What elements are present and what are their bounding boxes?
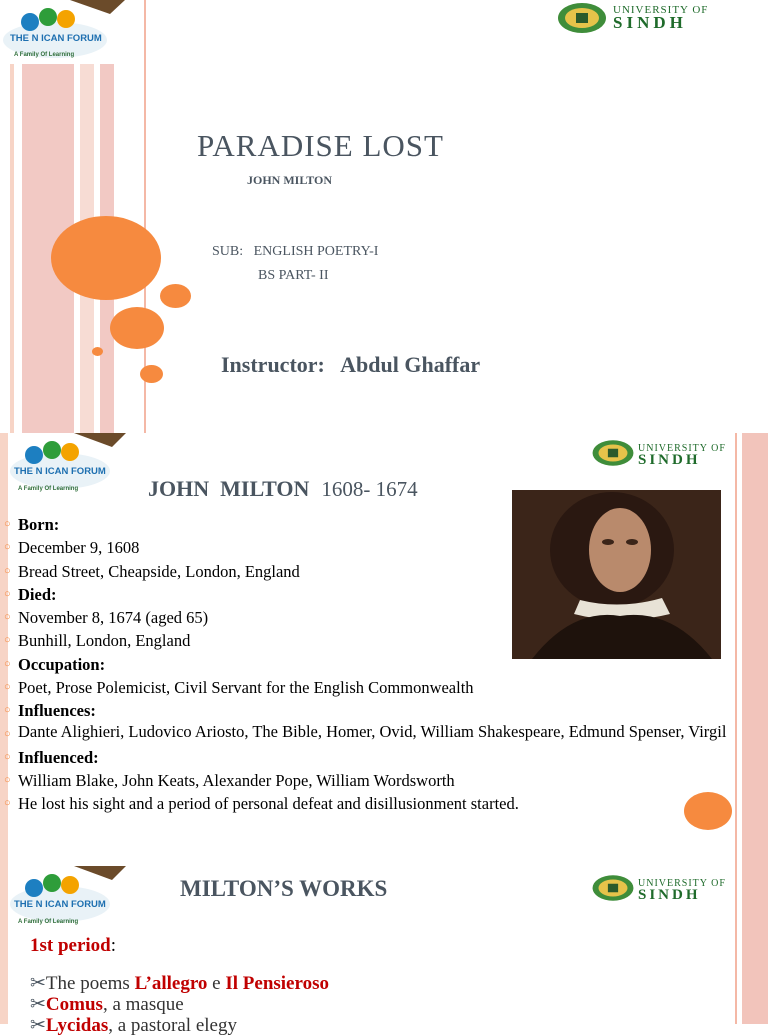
circle-bullet-icon: ○ [4, 564, 11, 577]
circle-bullet-icon: ○ [4, 518, 11, 530]
slide-3 [0, 866, 768, 1036]
slide1-title: PARADISE LOST [197, 128, 444, 163]
slide1-author: JOHN MILTON [247, 173, 333, 187]
period-colon: : [110, 935, 117, 956]
slide1-sub: SUB: ENGLISH POETRY-I [212, 244, 379, 259]
bullet-text: Bread Street, Cheapside, London, England [18, 561, 300, 581]
logo-tagline: A Family Of Learning [18, 486, 79, 492]
logo-tagline: A Family Of Learning [14, 52, 75, 58]
works-item [30, 1016, 237, 1035]
works-item [30, 974, 329, 993]
scissors-icon: ✂ [30, 1015, 46, 1036]
university-logo [555, 0, 755, 36]
bullet-label: Influences: [18, 701, 96, 721]
circle-bullet-icon: ○ [4, 704, 11, 717]
slide2-title-name: JOHN MILTON [148, 476, 310, 501]
decor-stripe [0, 866, 8, 1024]
bullet-text: December 9, 1608 [18, 538, 140, 558]
instructor-name: Abdul Ghaffar [340, 352, 481, 377]
bullet-label: Occupation: [18, 654, 106, 674]
circle-bullet-icon: ○ [4, 681, 11, 694]
logo-name: THE N ICAN FORUM [14, 466, 106, 477]
decor-circle [140, 365, 163, 383]
item2-a: Comus [45, 994, 103, 1015]
university-line2: SINDH [638, 452, 701, 468]
university-line1: UNIVERSITY OF [613, 4, 709, 16]
item1-mid: e [207, 973, 226, 994]
circle-bullet-icon: ○ [4, 541, 11, 554]
university-line2: SINDH [638, 887, 701, 903]
item1-a: L’allegro [134, 973, 208, 994]
circle-bullet-icon: ○ [4, 773, 11, 786]
circle-bullet-icon: ○ [4, 634, 11, 647]
logo-name: THE N ICAN FORUM [14, 899, 106, 910]
decor-circle [160, 284, 191, 308]
slide2-bullets [4, 513, 744, 816]
bullet-text: Bunhill, London, England [18, 631, 191, 651]
item2-rest: , a masque [102, 994, 184, 1015]
circle-bullet-icon: ○ [4, 611, 11, 624]
period-label: 1st period [30, 935, 111, 956]
decor-circle [684, 792, 732, 830]
bullet-item [4, 699, 744, 722]
bullet-text: Dante Alighieri, Ludovico Ariosto, The Bible, Homer, Ovid, William Shakespeare, Edmund Spenser, Virgil [18, 721, 727, 741]
decor-circle [51, 216, 161, 300]
decor-stripe [742, 866, 768, 1024]
logo-name: THE N ICAN FORUM [10, 33, 102, 44]
bullet-text: William Blake, John Keats, Alexander Pope, William Wordsworth [18, 770, 455, 790]
logo [8, 866, 126, 930]
logo [0, 0, 125, 64]
bullet-item [4, 676, 744, 699]
logo-tagline: A Family Of Learning [18, 919, 79, 925]
bullet-item [4, 769, 744, 792]
university-crest-icon [590, 435, 636, 471]
university-line2: SINDH [613, 13, 687, 32]
item1-pre: The poems [45, 973, 135, 994]
bullet-text: November 8, 1674 (aged 65) [18, 608, 209, 628]
decor-stripe [10, 0, 14, 433]
bullet-item [4, 513, 744, 536]
instructor-label: Instructor: [221, 352, 325, 377]
item3-rest: , a pastoral elegy [108, 1015, 237, 1036]
item1-b: Il Pensieroso [225, 973, 329, 994]
slide2-title-years: 1608- 1674 [321, 477, 418, 501]
circle-bullet-icon: ○ [4, 657, 11, 670]
bullet-item [4, 723, 744, 746]
circle-bullet-icon: ○ [4, 727, 11, 740]
bullet-item [4, 606, 744, 629]
bullet-label: Influenced: [18, 747, 99, 767]
decor-stripe [742, 433, 768, 866]
decor-circle [110, 307, 164, 349]
circle-bullet-icon: ○ [4, 797, 11, 810]
item3-a: Lycidas [45, 1015, 109, 1036]
slide3-title: MILTON’S WORKS [180, 876, 388, 901]
instructor [221, 352, 480, 378]
works-item [30, 995, 184, 1014]
university-logo [590, 870, 740, 906]
bullet-label: Died: [18, 584, 57, 604]
university-crest-icon [555, 0, 609, 36]
bullet-text: Poet, Prose Polemicist, Civil Servant for the English Commonwealth [18, 678, 474, 698]
slide1-part: BS PART- II [258, 268, 329, 283]
circle-bullet-icon: ○ [4, 587, 11, 600]
slide-2 [0, 433, 768, 866]
bullet-item [4, 792, 744, 815]
university-line1: UNIVERSITY OF [638, 878, 726, 889]
scissors-icon: ✂ [30, 973, 46, 994]
bullet-text: He lost his sight and a period of personal defeat and disillusionment started. [18, 794, 519, 814]
circle-bullet-icon: ○ [4, 750, 11, 763]
university-crest-icon [590, 870, 636, 906]
bullet-item [4, 560, 744, 583]
bullet-item [4, 629, 744, 652]
logo [8, 433, 126, 497]
decor-circle [92, 347, 103, 356]
university-line1: UNIVERSITY OF [638, 443, 726, 454]
slide-1 [0, 0, 768, 433]
bullet-label: Born: [18, 515, 60, 534]
bullet-item [4, 536, 744, 559]
bullet-item [4, 583, 744, 606]
bullet-item [4, 653, 744, 676]
bullet-item [4, 746, 744, 769]
university-logo [590, 435, 740, 471]
scissors-icon: ✂ [30, 994, 46, 1015]
period-heading [30, 935, 116, 957]
slide2-title [148, 476, 418, 502]
